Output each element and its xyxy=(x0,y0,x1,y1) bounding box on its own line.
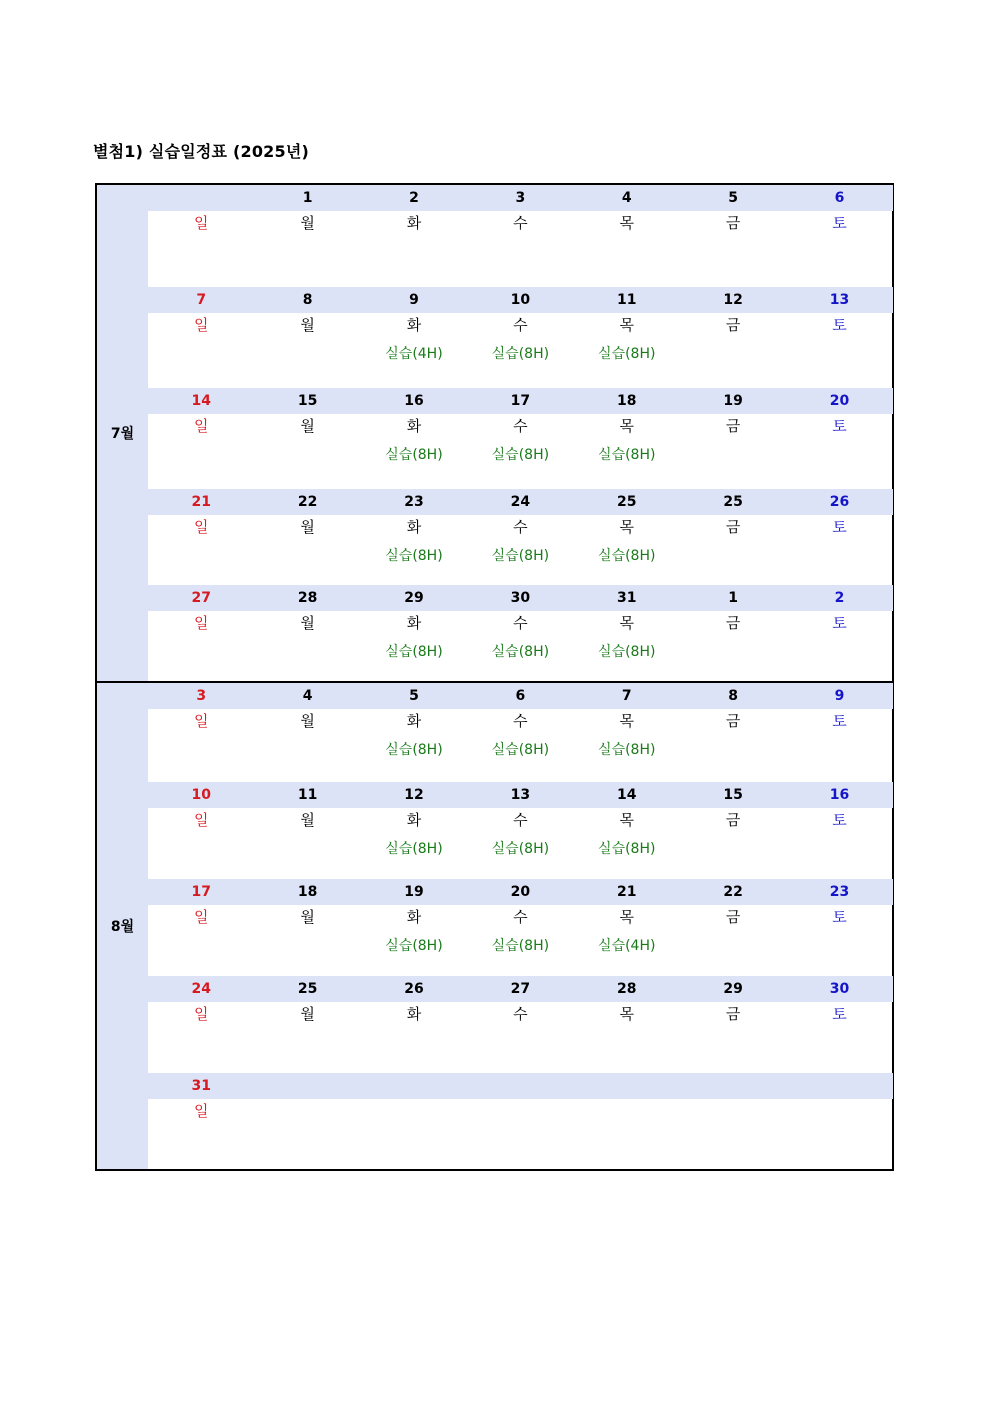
date-cell: 7 xyxy=(621,688,632,704)
date-cell: 9 xyxy=(834,688,845,704)
date-cell: 25 xyxy=(617,494,637,510)
weekday-cell: 월 xyxy=(300,908,315,926)
date-cell: 27 xyxy=(191,590,211,606)
date-cell: 19 xyxy=(404,884,424,900)
event-cell: 실습(8H) xyxy=(491,447,550,463)
date-cell: 3 xyxy=(196,688,207,704)
weekday-row xyxy=(148,313,893,336)
date-cell: 18 xyxy=(617,393,637,409)
weekday-row xyxy=(148,515,893,538)
date-cell: 26 xyxy=(829,494,850,510)
date-cell: 20 xyxy=(510,884,531,900)
weekday-cell: 화 xyxy=(406,316,422,334)
date-cell: 15 xyxy=(723,787,743,803)
date-cell: 6 xyxy=(515,688,526,704)
date-cell: 23 xyxy=(829,884,850,900)
event-cell: 실습(8H) xyxy=(598,644,656,660)
weekday-cell: 일 xyxy=(193,712,209,730)
weekday-cell: 토 xyxy=(832,518,847,536)
weekday-cell: 금 xyxy=(725,518,741,536)
weekday-cell: 금 xyxy=(725,614,741,632)
date-cell: 27 xyxy=(510,981,531,997)
date-row xyxy=(148,585,893,611)
weekday-cell: 화 xyxy=(406,908,422,926)
date-cell: 29 xyxy=(404,590,424,606)
weekday-cell: 일 xyxy=(193,614,209,632)
event-cell: 실습(8H) xyxy=(491,841,550,857)
week-row xyxy=(148,782,893,879)
weekday-row xyxy=(148,1099,893,1122)
event-cell: 실습(8H) xyxy=(385,644,443,660)
weekday-row xyxy=(148,709,893,732)
weekday-cell: 목 xyxy=(619,316,634,334)
weekday-cell: 화 xyxy=(406,214,422,232)
date-cell: 29 xyxy=(723,981,743,997)
date-cell: 20 xyxy=(829,393,850,409)
weekday-cell: 금 xyxy=(725,214,741,232)
date-cell: 21 xyxy=(191,494,211,510)
event-cell: 실습(8H) xyxy=(598,346,656,362)
weekday-cell: 토 xyxy=(832,214,847,232)
date-row xyxy=(148,489,893,515)
weekday-cell: 월 xyxy=(300,1005,315,1023)
weekday-cell: 목 xyxy=(619,811,634,829)
weekday-cell: 금 xyxy=(725,316,741,334)
event-cell: 실습(8H) xyxy=(598,447,656,463)
weekday-cell: 월 xyxy=(300,712,315,730)
week-row xyxy=(148,879,893,976)
weekday-cell: 목 xyxy=(619,417,634,435)
weekday-cell: 토 xyxy=(832,908,847,926)
date-cell: 17 xyxy=(191,884,211,900)
date-cell: 4 xyxy=(621,190,632,206)
date-cell: 14 xyxy=(617,787,637,803)
weekday-cell: 금 xyxy=(725,712,741,730)
weekday-cell: 화 xyxy=(406,811,422,829)
event-cell: 실습(8H) xyxy=(598,548,656,564)
month-block xyxy=(97,681,892,1169)
weekday-cell: 일 xyxy=(193,1102,209,1120)
date-cell: 18 xyxy=(297,884,318,900)
event-cell: 실습(4H) xyxy=(598,938,656,954)
date-cell: 6 xyxy=(834,190,845,206)
weekday-cell: 목 xyxy=(619,518,634,536)
date-cell: 5 xyxy=(409,688,419,704)
date-row xyxy=(148,287,893,313)
weekday-row xyxy=(148,414,893,437)
weekday-cell: 화 xyxy=(406,1005,422,1023)
date-cell: 28 xyxy=(617,981,637,997)
weekday-cell: 일 xyxy=(193,908,209,926)
weekday-cell: 토 xyxy=(832,417,847,435)
weekday-cell: 수 xyxy=(513,712,528,730)
date-cell: 4 xyxy=(302,688,313,704)
weekday-row xyxy=(148,808,893,831)
date-cell: 31 xyxy=(191,1078,211,1094)
weekday-cell: 수 xyxy=(513,518,528,536)
date-cell: 30 xyxy=(510,590,531,606)
event-row xyxy=(148,538,893,572)
weekday-cell: 토 xyxy=(832,1005,847,1023)
event-cell: 실습(8H) xyxy=(598,841,656,857)
date-cell: 7 xyxy=(196,292,207,308)
weekday-cell: 월 xyxy=(300,316,315,334)
date-cell: 16 xyxy=(404,393,424,409)
event-row xyxy=(148,831,893,865)
event-cell: 실습(8H) xyxy=(491,346,550,362)
event-cell: 실습(8H) xyxy=(385,447,443,463)
weekday-cell: 화 xyxy=(406,518,422,536)
event-row xyxy=(148,928,893,962)
date-cell: 24 xyxy=(510,494,531,510)
week-row xyxy=(148,976,893,1073)
page-title: 별첨1) 실습일정표 (2025년) xyxy=(93,142,309,161)
weekday-cell: 수 xyxy=(513,614,528,632)
date-cell: 12 xyxy=(723,292,743,308)
weekday-cell: 일 xyxy=(193,518,209,536)
weekday-cell: 목 xyxy=(619,908,634,926)
month-label: 8월 xyxy=(97,683,148,1169)
week-row xyxy=(148,1073,893,1169)
event-cell: 실습(8H) xyxy=(491,742,550,758)
date-cell: 10 xyxy=(510,292,531,308)
date-cell: 22 xyxy=(297,494,318,510)
weekday-cell: 토 xyxy=(832,316,847,334)
weekday-cell: 일 xyxy=(193,316,209,334)
date-cell: 31 xyxy=(617,590,637,606)
date-cell: 8 xyxy=(302,292,313,308)
date-row xyxy=(148,185,893,211)
date-row xyxy=(148,879,893,905)
week-row xyxy=(148,683,893,782)
week-row xyxy=(148,287,893,388)
weekday-cell: 일 xyxy=(193,214,209,232)
weekday-cell: 일 xyxy=(193,1005,209,1023)
weekday-cell: 화 xyxy=(406,614,422,632)
date-cell: 14 xyxy=(191,393,211,409)
event-cell: 실습(8H) xyxy=(385,742,443,758)
date-cell: 28 xyxy=(297,590,318,606)
date-cell: 11 xyxy=(297,787,318,803)
date-cell: 15 xyxy=(297,393,318,409)
weekday-cell: 화 xyxy=(406,417,422,435)
event-row xyxy=(148,1122,893,1156)
event-row xyxy=(148,634,893,668)
date-row xyxy=(148,683,893,709)
month-label: 7월 xyxy=(97,185,148,681)
weekday-cell: 토 xyxy=(832,614,847,632)
weekday-cell: 월 xyxy=(300,614,315,632)
event-cell: 실습(4H) xyxy=(385,346,443,362)
week-row xyxy=(148,489,893,585)
date-cell: 11 xyxy=(617,292,637,308)
date-cell: 1 xyxy=(728,590,739,606)
event-cell: 실습(8H) xyxy=(491,644,550,660)
date-cell: 10 xyxy=(191,787,211,803)
month-block xyxy=(97,185,892,681)
date-cell: 5 xyxy=(728,190,739,206)
date-cell: 17 xyxy=(510,393,531,409)
weekday-cell: 토 xyxy=(832,811,847,829)
weekday-row xyxy=(148,611,893,634)
weekday-cell: 수 xyxy=(513,1005,528,1023)
date-cell: 25 xyxy=(297,981,318,997)
weekday-row xyxy=(148,905,893,928)
weekday-cell: 월 xyxy=(300,811,315,829)
weekday-cell: 월 xyxy=(300,214,315,232)
date-cell: 12 xyxy=(404,787,424,803)
weekday-cell: 금 xyxy=(725,811,741,829)
event-row xyxy=(148,732,893,766)
weekday-cell: 화 xyxy=(406,712,422,730)
date-row xyxy=(148,388,893,414)
date-row xyxy=(148,1073,893,1099)
date-cell: 23 xyxy=(404,494,424,510)
date-cell: 30 xyxy=(829,981,850,997)
date-cell: 13 xyxy=(829,292,850,308)
date-cell: 16 xyxy=(829,787,850,803)
date-cell: 9 xyxy=(409,292,419,308)
weekday-cell: 수 xyxy=(513,417,528,435)
event-row xyxy=(148,1025,893,1059)
date-cell: 19 xyxy=(723,393,743,409)
date-cell: 1 xyxy=(302,190,313,206)
weekday-cell: 월 xyxy=(300,518,315,536)
event-cell: 실습(8H) xyxy=(491,548,550,564)
date-cell: 2 xyxy=(834,590,845,606)
week-row xyxy=(148,585,893,681)
date-cell: 21 xyxy=(617,884,637,900)
weekday-cell: 목 xyxy=(619,712,634,730)
date-cell: 25 xyxy=(723,494,743,510)
event-row xyxy=(148,234,893,268)
date-cell: 26 xyxy=(404,981,424,997)
weekday-cell: 금 xyxy=(725,908,741,926)
week-row xyxy=(148,388,893,489)
date-cell: 24 xyxy=(191,981,211,997)
date-cell: 8 xyxy=(728,688,739,704)
weekday-row xyxy=(148,211,893,234)
date-row xyxy=(148,976,893,1002)
weekday-cell: 목 xyxy=(619,614,634,632)
event-cell: 실습(8H) xyxy=(385,841,443,857)
weekday-cell: 월 xyxy=(300,417,315,435)
date-cell: 3 xyxy=(515,190,526,206)
weekday-cell: 일 xyxy=(193,417,209,435)
event-cell: 실습(8H) xyxy=(491,938,550,954)
event-cell: 실습(8H) xyxy=(598,742,656,758)
event-cell: 실습(8H) xyxy=(385,548,443,564)
week-row xyxy=(148,185,893,287)
weekday-cell: 토 xyxy=(832,712,847,730)
weekday-cell: 수 xyxy=(513,811,528,829)
weekday-cell: 수 xyxy=(513,214,528,232)
weekday-row xyxy=(148,1002,893,1025)
weekday-cell: 목 xyxy=(619,214,634,232)
weekday-cell: 수 xyxy=(513,316,528,334)
date-cell: 22 xyxy=(723,884,743,900)
weekday-cell: 금 xyxy=(725,417,741,435)
event-row xyxy=(148,437,893,471)
weekday-cell: 수 xyxy=(513,908,528,926)
weekday-cell: 목 xyxy=(619,1005,634,1023)
date-cell: 2 xyxy=(409,190,419,206)
date-row xyxy=(148,782,893,808)
date-cell: 13 xyxy=(510,787,531,803)
event-cell: 실습(8H) xyxy=(385,938,443,954)
event-row xyxy=(148,336,893,370)
weekday-cell: 금 xyxy=(725,1005,741,1023)
schedule-calendar xyxy=(95,183,894,1171)
weekday-cell: 일 xyxy=(193,811,209,829)
